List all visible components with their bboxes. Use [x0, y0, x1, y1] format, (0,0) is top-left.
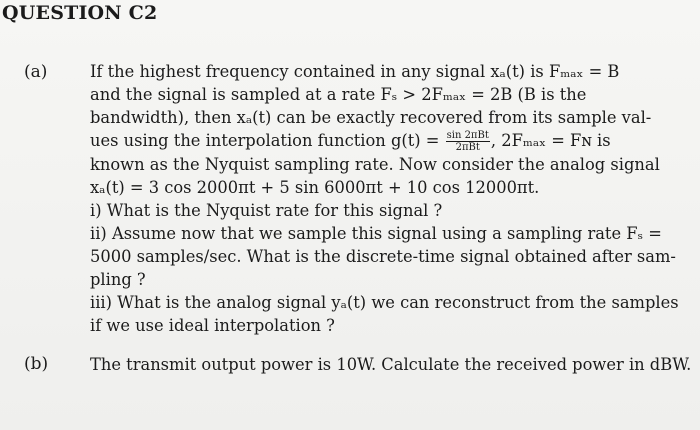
interp-text-after: , 2Fₘₐₓ = Fɴ is: [490, 131, 611, 150]
interp-text-before: ues using the interpolation function g(t) =: [90, 131, 445, 150]
question-i: i) What is the Nyquist rate for this signal ?: [90, 201, 443, 220]
question-ii-cont: pling ?: [90, 270, 146, 289]
question-iii: iii) What is the analog signal yₐ(t) we can reconstruct from the samples: [90, 293, 679, 312]
part-b-text: The transmit output power is 10W. Calculate the received power in dBW.: [90, 355, 692, 374]
part-b-body: [90, 353, 692, 376]
interp-fraction: [446, 130, 490, 153]
part-a-line: bandwidth), then xₐ(t) can be exactly recovered from its sample val-: [90, 108, 652, 127]
part-a-line: and the signal is sampled at a rate Fₛ > 2Fₘₐₓ = 2B (B is the: [90, 85, 587, 104]
question-ii-cont: 5000 samples/sec. What is the discrete-time signal obtained after sam-: [90, 247, 676, 266]
part-a-line: known as the Nyquist sampling rate. Now consider the analog signal: [90, 155, 660, 174]
signal-definition: xₐ(t) = 3 cos 2000πt + 5 sin 6000πt + 10 cos 12000πt.: [90, 178, 540, 197]
question-iii-cont: if we use ideal interpolation ?: [90, 316, 335, 335]
frac-denominator: 2πBt: [455, 142, 480, 153]
part-a-body: [90, 60, 679, 337]
frac-numerator: sin 2πBt: [446, 130, 489, 141]
part-a-line: If the highest frequency contained in any signal xₐ(t) is Fₘₐₓ = B: [90, 62, 620, 81]
interpolation-line: [90, 129, 666, 153]
question-ii: ii) Assume now that we sample this signal using a sampling rate Fₛ =: [90, 224, 662, 243]
question-title: QUESTION C2: [2, 2, 158, 24]
part-b-label: (b): [24, 354, 49, 374]
part-a-label: (a): [24, 62, 48, 82]
